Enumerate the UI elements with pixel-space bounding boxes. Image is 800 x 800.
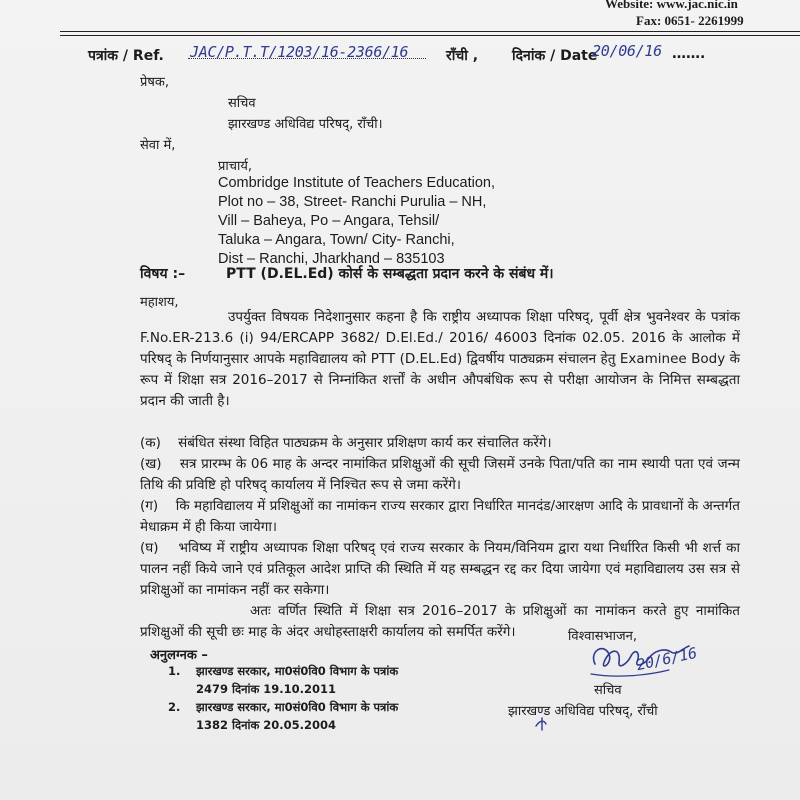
signature-office: झारखण्ड अधिविद्य परिषद्, राँची — [508, 704, 658, 719]
date-value: 20/06/16 — [592, 42, 662, 60]
condition-kha — [140, 454, 740, 496]
condition-marker: (ग) — [140, 498, 159, 514]
ref-city: राँची , — [446, 48, 479, 64]
signature-designation: सचिव — [594, 683, 622, 698]
header-rule-top — [60, 31, 800, 32]
sender-label: प्रेषक, — [140, 75, 170, 90]
condition-marker: (घ) — [140, 540, 159, 556]
recipient-line: Plot no – 38, Street- Ranchi Purulia – NH, — [218, 194, 487, 210]
condition-marker: (क) — [140, 435, 161, 451]
recipient-line: Combridge Institute of Teachers Education, — [218, 175, 496, 191]
recipient-line: प्राचार्य, — [218, 159, 253, 174]
ref-label: पत्रांक / Ref. — [88, 48, 164, 64]
date-dots: ……. — [672, 46, 706, 62]
body-closing-text: अतः वर्णित स्थिति में शिक्षा सत्र 2016–2017 के प्रशिक्षुओं का नामांकन करते हुए नामांकित प्रशिक्षुओं की सूची छः माह के अंदर अधोहस्ताक्षरी कार्यालय को समर्पित करेंगे। — [140, 603, 740, 640]
signature-closing: विश्वासभाजन, — [568, 629, 638, 644]
ref-value: JAC/P.T.T/1203/16-2366/16 — [190, 43, 409, 61]
subject-text: PTT (D.EL.Ed) कोर्स के सम्बद्धता प्रदान करने के संबंध में। — [226, 266, 554, 282]
annexure-item-line1: झारखण्ड सरकार, मा0सं0वि0 विभाग के पत्रांक — [196, 664, 399, 678]
annexure-item-line2: 1382 दिनांक 20.05.2004 — [196, 718, 337, 732]
annexure-item-number: 1. — [168, 664, 181, 678]
body-intro-text: उपर्युक्त विषयक निदेशानुसार कहना है कि राष्ट्रीय अध्यापक शिक्षा परिषद्, पूर्वी क्षेत्र भुवनेश्वर के पत्रांक F.No.ER-213.6 (i) 94/ERCAPP 3682/ D.El.Ed./ 2016/ 46003 दिनांक 02.05. 2016 के आलोक में परिषद् के निर्णयानुसार आपके महाविद्यालय को PTT (D.EL.Ed) द्विवर्षीय पाठ्यक्रम संचालन हेतु Examinee Body के रूप में शिक्षा सत्र 2016–2017 से निम्नांकित शर्त्तों के अधीन औपबंधिक रूप से परीक्षा आयोजन के निमित्त सम्बद्धता प्रदान की जाती है। — [140, 309, 740, 409]
annexure-item-number: 2. — [168, 700, 181, 714]
condition-gha — [140, 538, 740, 601]
recipient-label: सेवा में, — [140, 138, 176, 153]
condition-marker: (ख) — [140, 456, 162, 472]
recipient-line: Dist – Ranchi, Jharkhand – 835103 — [218, 251, 445, 267]
header-rule-bottom — [60, 35, 800, 36]
condition-ka — [140, 433, 740, 454]
date-label: दिनांक / Date — [512, 48, 598, 64]
body-intro — [140, 307, 740, 412]
condition-text: संबंधित संस्था विहित पाठ्यक्रम के अनुसार प्रशिक्षण कार्य कर संचालित करेंगे। — [178, 435, 552, 451]
ink-mark-icon — [532, 716, 552, 732]
annexure-label: अनुलग्नक – — [150, 648, 208, 663]
recipient-line: Taluka – Angara, Town/ City- Ranchi, — [218, 232, 455, 248]
letterhead-fax: Fax: 0651- 2261999 — [636, 13, 744, 28]
signature-date: 20/6/16 — [634, 643, 699, 675]
condition-text: भविष्य में राष्ट्रीय अध्यापक शिक्षा परिषद् एवं राज्य सरकार के नियम/विनियम द्वारा यथा निर्धारित किसी भी शर्त्त का पालन नहीं किये जाने एवं प्रतिकूल आदेश प्राप्ति की स्थिति में यह सम्बद्धन रद्द कर दिया जायेगा एवं महाविद्यालय उस सत्र से प्रशिक्षुओं का नामांकन नहीं कर सकेगा। — [140, 540, 740, 598]
letterhead-website: Website: www.jac.nic.in — [605, 0, 738, 11]
sender-designation: सचिव — [228, 96, 256, 111]
condition-text: कि महाविद्यालय में प्रशिक्षुओं का नामांकन राज्य सरकार द्वारा निर्धारित मानदंड/आरक्षण आदि के प्रावधानों के अन्तर्गत मेधाक्रम में ही किया जायेगा। — [140, 498, 740, 535]
sender-office: झारखण्ड अधिविद्य परिषद्, राँची। — [228, 117, 383, 132]
salutation: महाशय, — [140, 295, 179, 310]
annexure-item-line1: झारखण्ड सरकार, मा0सं0वि0 विभाग के पत्रांक — [196, 700, 399, 714]
recipient-line: Vill – Baheya, Po – Angara, Tehsil/ — [218, 213, 440, 229]
annexure-item-line2: 2479 दिनांक 19.10.2011 — [196, 682, 337, 696]
subject-label: विषय :– — [140, 266, 186, 282]
condition-ga — [140, 496, 740, 538]
condition-text: सत्र प्रारम्भ के 06 माह के अन्दर नामांकित प्रशिक्षुओं की सूची जिसमें उनके पिता/पति का नाम स्थायी पता एवं जन्म तिथि की प्रविष्टि हो परिषद् कार्यालय में निश्चित रूप से जमा करेंगे। — [140, 456, 740, 493]
